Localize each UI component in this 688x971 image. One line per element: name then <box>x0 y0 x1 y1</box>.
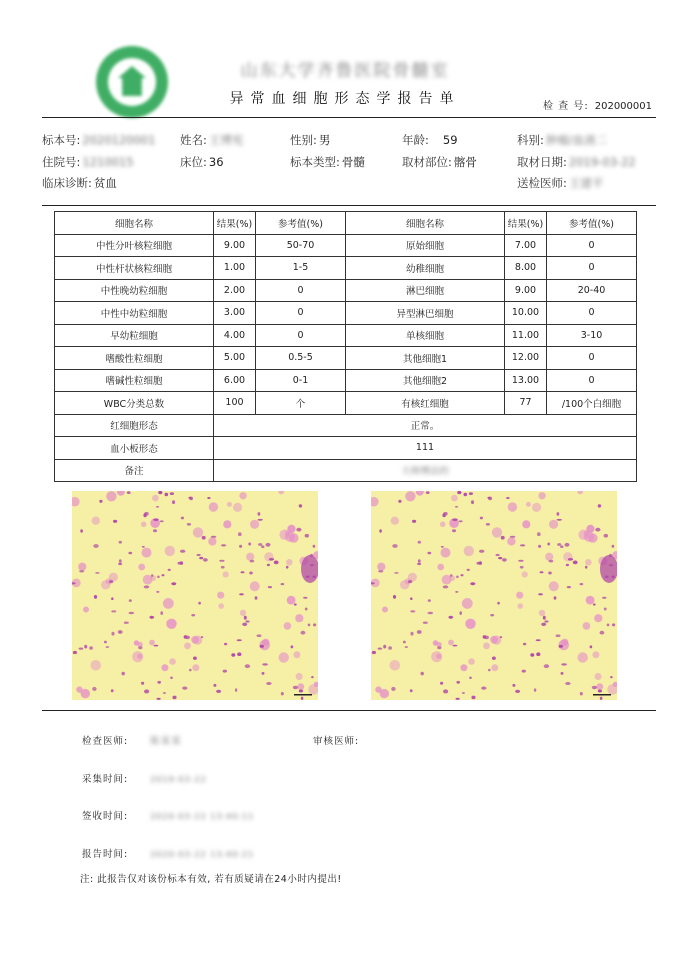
sample-site-field: 取材部位: 髂骨 <box>402 155 477 169</box>
table-cell: 0 <box>256 302 346 325</box>
table-row <box>55 257 637 280</box>
table-cell: 11.00 <box>505 324 547 347</box>
check-number-label: 检 查 号: <box>543 101 589 112</box>
gender-field: 性别: 男 <box>290 133 331 147</box>
table-cell: 4.00 <box>214 324 256 347</box>
specimen-no-field: 标本号: 2020120001 <box>42 133 156 147</box>
department-field: 科别: 肿瘤/血液二 <box>517 133 608 147</box>
table-cell: 12.00 <box>505 347 547 370</box>
table-cell: 8.00 <box>505 257 547 280</box>
table-cell: 0-1 <box>256 369 346 392</box>
table-cell: 0 <box>547 347 637 370</box>
table-cell: 中性晚幼粒细胞 <box>55 279 214 302</box>
hospital-name: 山东大学齐鲁医院骨髓室 <box>240 61 450 81</box>
table-cell: 2.00 <box>214 279 256 302</box>
table-cell: 13.00 <box>505 369 547 392</box>
smear-image-left <box>72 491 318 700</box>
table-cell: 单核细胞 <box>346 324 505 347</box>
table-row <box>55 302 637 325</box>
cell-count-table <box>54 211 637 482</box>
table-cell: 3.00 <box>214 302 256 325</box>
table-cell: 3-10 <box>547 324 637 347</box>
table-row <box>55 369 637 392</box>
table-cell: 20-40 <box>547 279 637 302</box>
header-cell: 结果(%) <box>214 212 256 235</box>
table-cell: 中性中幼粒细胞 <box>55 302 214 325</box>
footer-note: 注: 此报告仅对该份标本有效, 若有质疑请在24小时内提出! <box>80 874 342 885</box>
admission-no-field: 住院号: 1210015 <box>42 155 134 169</box>
remark-label: 备注 <box>55 459 214 482</box>
platelet-morphology-value: 111 <box>214 437 637 460</box>
hospital-logo <box>96 46 168 118</box>
table-row <box>55 392 637 415</box>
remark-row <box>55 459 637 482</box>
table-row <box>55 279 637 302</box>
receive-time-field: 签收时间: 2020-03-22 13:40:11 <box>82 811 255 822</box>
table-row <box>55 324 637 347</box>
bed-field: 床位: 36 <box>180 155 224 169</box>
report-title: 异常血细胞形态学报告单 <box>229 91 461 107</box>
info-divider <box>42 205 656 206</box>
specimen-type-field: 标本类型: 骨髓 <box>290 155 365 169</box>
table-cell: 7.00 <box>505 234 547 257</box>
table-cell: 6.00 <box>214 369 256 392</box>
rbc-morphology-label: 红细胞形态 <box>55 414 214 437</box>
table-cell: 0 <box>547 302 637 325</box>
check-number <box>543 97 652 112</box>
diagnosis-field: 临床诊断: 贫血 <box>42 176 117 190</box>
table-cell: 幼稚细胞 <box>346 257 505 280</box>
platelet-morphology-row <box>55 437 637 460</box>
table-cell: 中性分叶核粒细胞 <box>55 234 214 257</box>
check-number-value: 202000001 <box>594 101 652 112</box>
header-cell: 细胞名称 <box>346 212 505 235</box>
table-cell: 10.00 <box>505 302 547 325</box>
table-cell: 77 <box>505 392 547 415</box>
table-cell: 其他细胞2 <box>346 369 505 392</box>
table-cell: 1.00 <box>214 257 256 280</box>
table-cell: 0 <box>547 234 637 257</box>
table-cell: 0 <box>547 257 637 280</box>
header-cell: 结果(%) <box>505 212 547 235</box>
table-cell: 有核红细胞 <box>346 392 505 415</box>
smear-image-right <box>371 491 617 700</box>
report-time-field: 报告时间: 2020-03-22 13:40:21 <box>82 849 255 860</box>
header-cell: 参考值(%) <box>256 212 346 235</box>
sample-date-field: 取材日期: 2019-03-22 <box>517 155 636 169</box>
table-cell: 5.00 <box>214 347 256 370</box>
table-cell: 淋巴细胞 <box>346 279 505 302</box>
images-divider <box>42 710 656 711</box>
table-cell: 50-70 <box>256 234 346 257</box>
table-cell: 9.00 <box>214 234 256 257</box>
table-cell: 9.00 <box>505 279 547 302</box>
table-cell: /100个白细胞 <box>547 392 637 415</box>
platelet-morphology-label: 血小板形态 <box>55 437 214 460</box>
table-cell: 早幼粒细胞 <box>55 324 214 347</box>
table-cell: WBC分类总数 <box>55 392 214 415</box>
doctor-field: 送检医师: 王建平 <box>517 176 604 190</box>
table-cell: 原始细胞 <box>346 234 505 257</box>
examiner-field: 检查医师: 陈某某 <box>82 736 182 747</box>
table-cell: 0 <box>256 324 346 347</box>
table-cell: 0 <box>547 369 637 392</box>
age-field: 年龄: 59 <box>402 133 458 147</box>
rbc-morphology-row <box>55 414 637 437</box>
table-row <box>55 234 637 257</box>
table-cell: 其他细胞1 <box>346 347 505 370</box>
header-divider <box>42 117 656 118</box>
table-row <box>55 347 637 370</box>
table-cell: 100 <box>214 392 256 415</box>
remark-value: 大师傅法的 <box>214 459 637 482</box>
table-cell: 个 <box>256 392 346 415</box>
table-cell: 嗜碱性粒细胞 <box>55 369 214 392</box>
name-field: 姓名: 王博宪 <box>180 133 244 147</box>
table-header-row <box>55 212 637 235</box>
table-cell: 中性杆状核粒细胞 <box>55 257 214 280</box>
table-cell: 0.5-5 <box>256 347 346 370</box>
header-cell: 参考值(%) <box>547 212 637 235</box>
header-cell: 细胞名称 <box>55 212 214 235</box>
collect-time-field: 采集时间: 2019-03-22 <box>82 774 207 785</box>
reviewer-field: 审核医师: <box>313 736 360 747</box>
table-cell: 异型淋巴细胞 <box>346 302 505 325</box>
table-cell: 嗜酸性粒细胞 <box>55 347 214 370</box>
table-cell: 0 <box>256 279 346 302</box>
table-cell: 1-5 <box>256 257 346 280</box>
rbc-morphology-value: 正常。 <box>214 414 637 437</box>
